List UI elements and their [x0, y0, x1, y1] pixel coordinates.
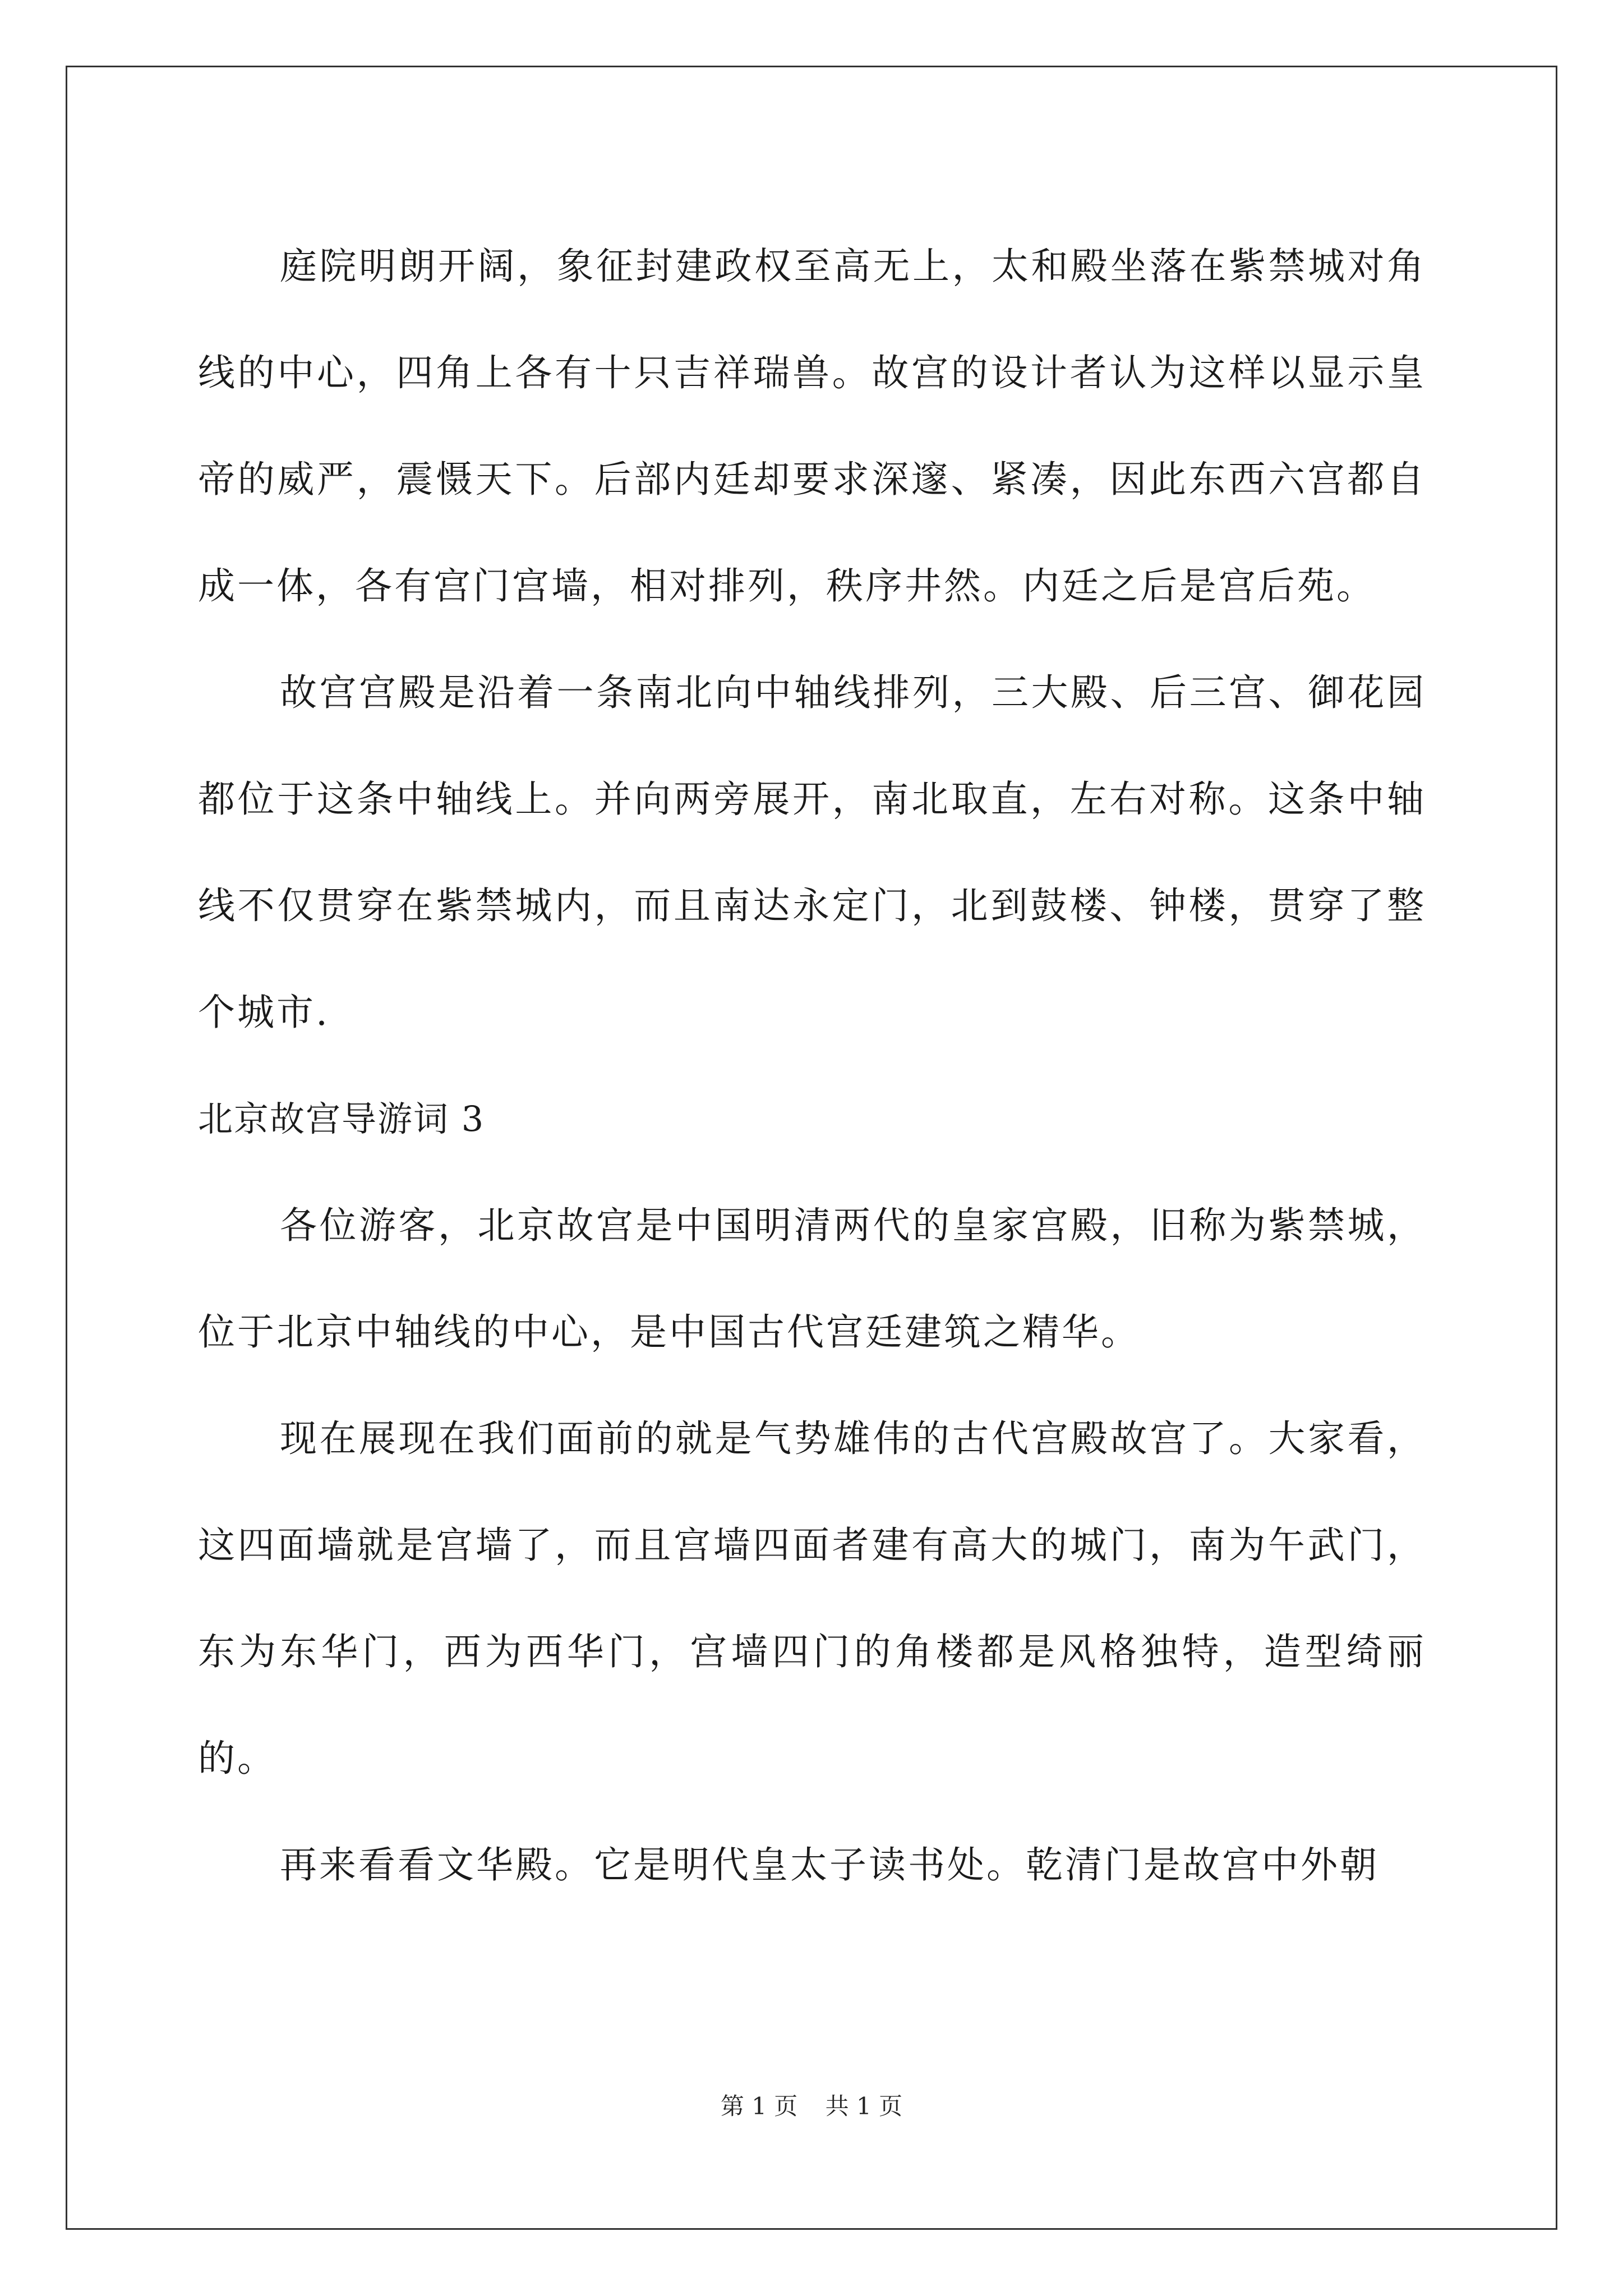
paragraph-intro: 各位游客，北京故宫是中国明清两代的皇家宫殿，旧称为紫禁城，位于北京中轴线的中心，是中国古代宫廷建筑之精华。 — [198, 1204, 1426, 1354]
paragraph-central-axis: 故宫宫殿是沿着一条南北向中轴线排列，三大殿、后三宫、御花园都位于这条中轴线上。并向两旁展开，南北取直，左右对称。这条中轴线不仅贯穿在紫禁城内，而且南达永定门，北到鼓楼、钟楼，贯穿了整个城市. — [198, 671, 1426, 1034]
page-footer — [0, 2088, 1623, 2122]
page-number-total: 共 1 页 — [825, 2092, 903, 2120]
paragraph-courtyard: 庭院明朗开阔，象征封建政权至高无上，太和殿坐落在紫禁城对角线的中心，四角上各有十只吉祥瑞兽。故宫的设计者认为这样以显示皇帝的威严，震慑天下。后部内廷却要求深邃、紧凑，因此东西六宫都自成一体，各有宫门宫墙，相对排列，秩序井然。内廷之后是宫后苑。 — [198, 245, 1426, 608]
paragraph-wenhua-hall: 再来看看文华殿。它是明代皇太子读书处。乾清门是故宫中外朝 — [280, 1843, 1379, 1887]
page-number-current: 第 1 页 — [720, 2092, 798, 2120]
section-heading: 北京故宫导游词 3 — [198, 1098, 485, 1139]
paragraph-palace-walls: 现在展现在我们面前的就是气势雄伟的古代宫殿故宫了。大家看，这四面墙就是宫墙了，而且宫墙四面者建有高大的城门，南为午武门，东为东华门，西为西华门，宫墙四门的角楼都是风格独特，造型绮丽的。 — [198, 1417, 1426, 1780]
document-body — [198, 213, 1426, 1918]
